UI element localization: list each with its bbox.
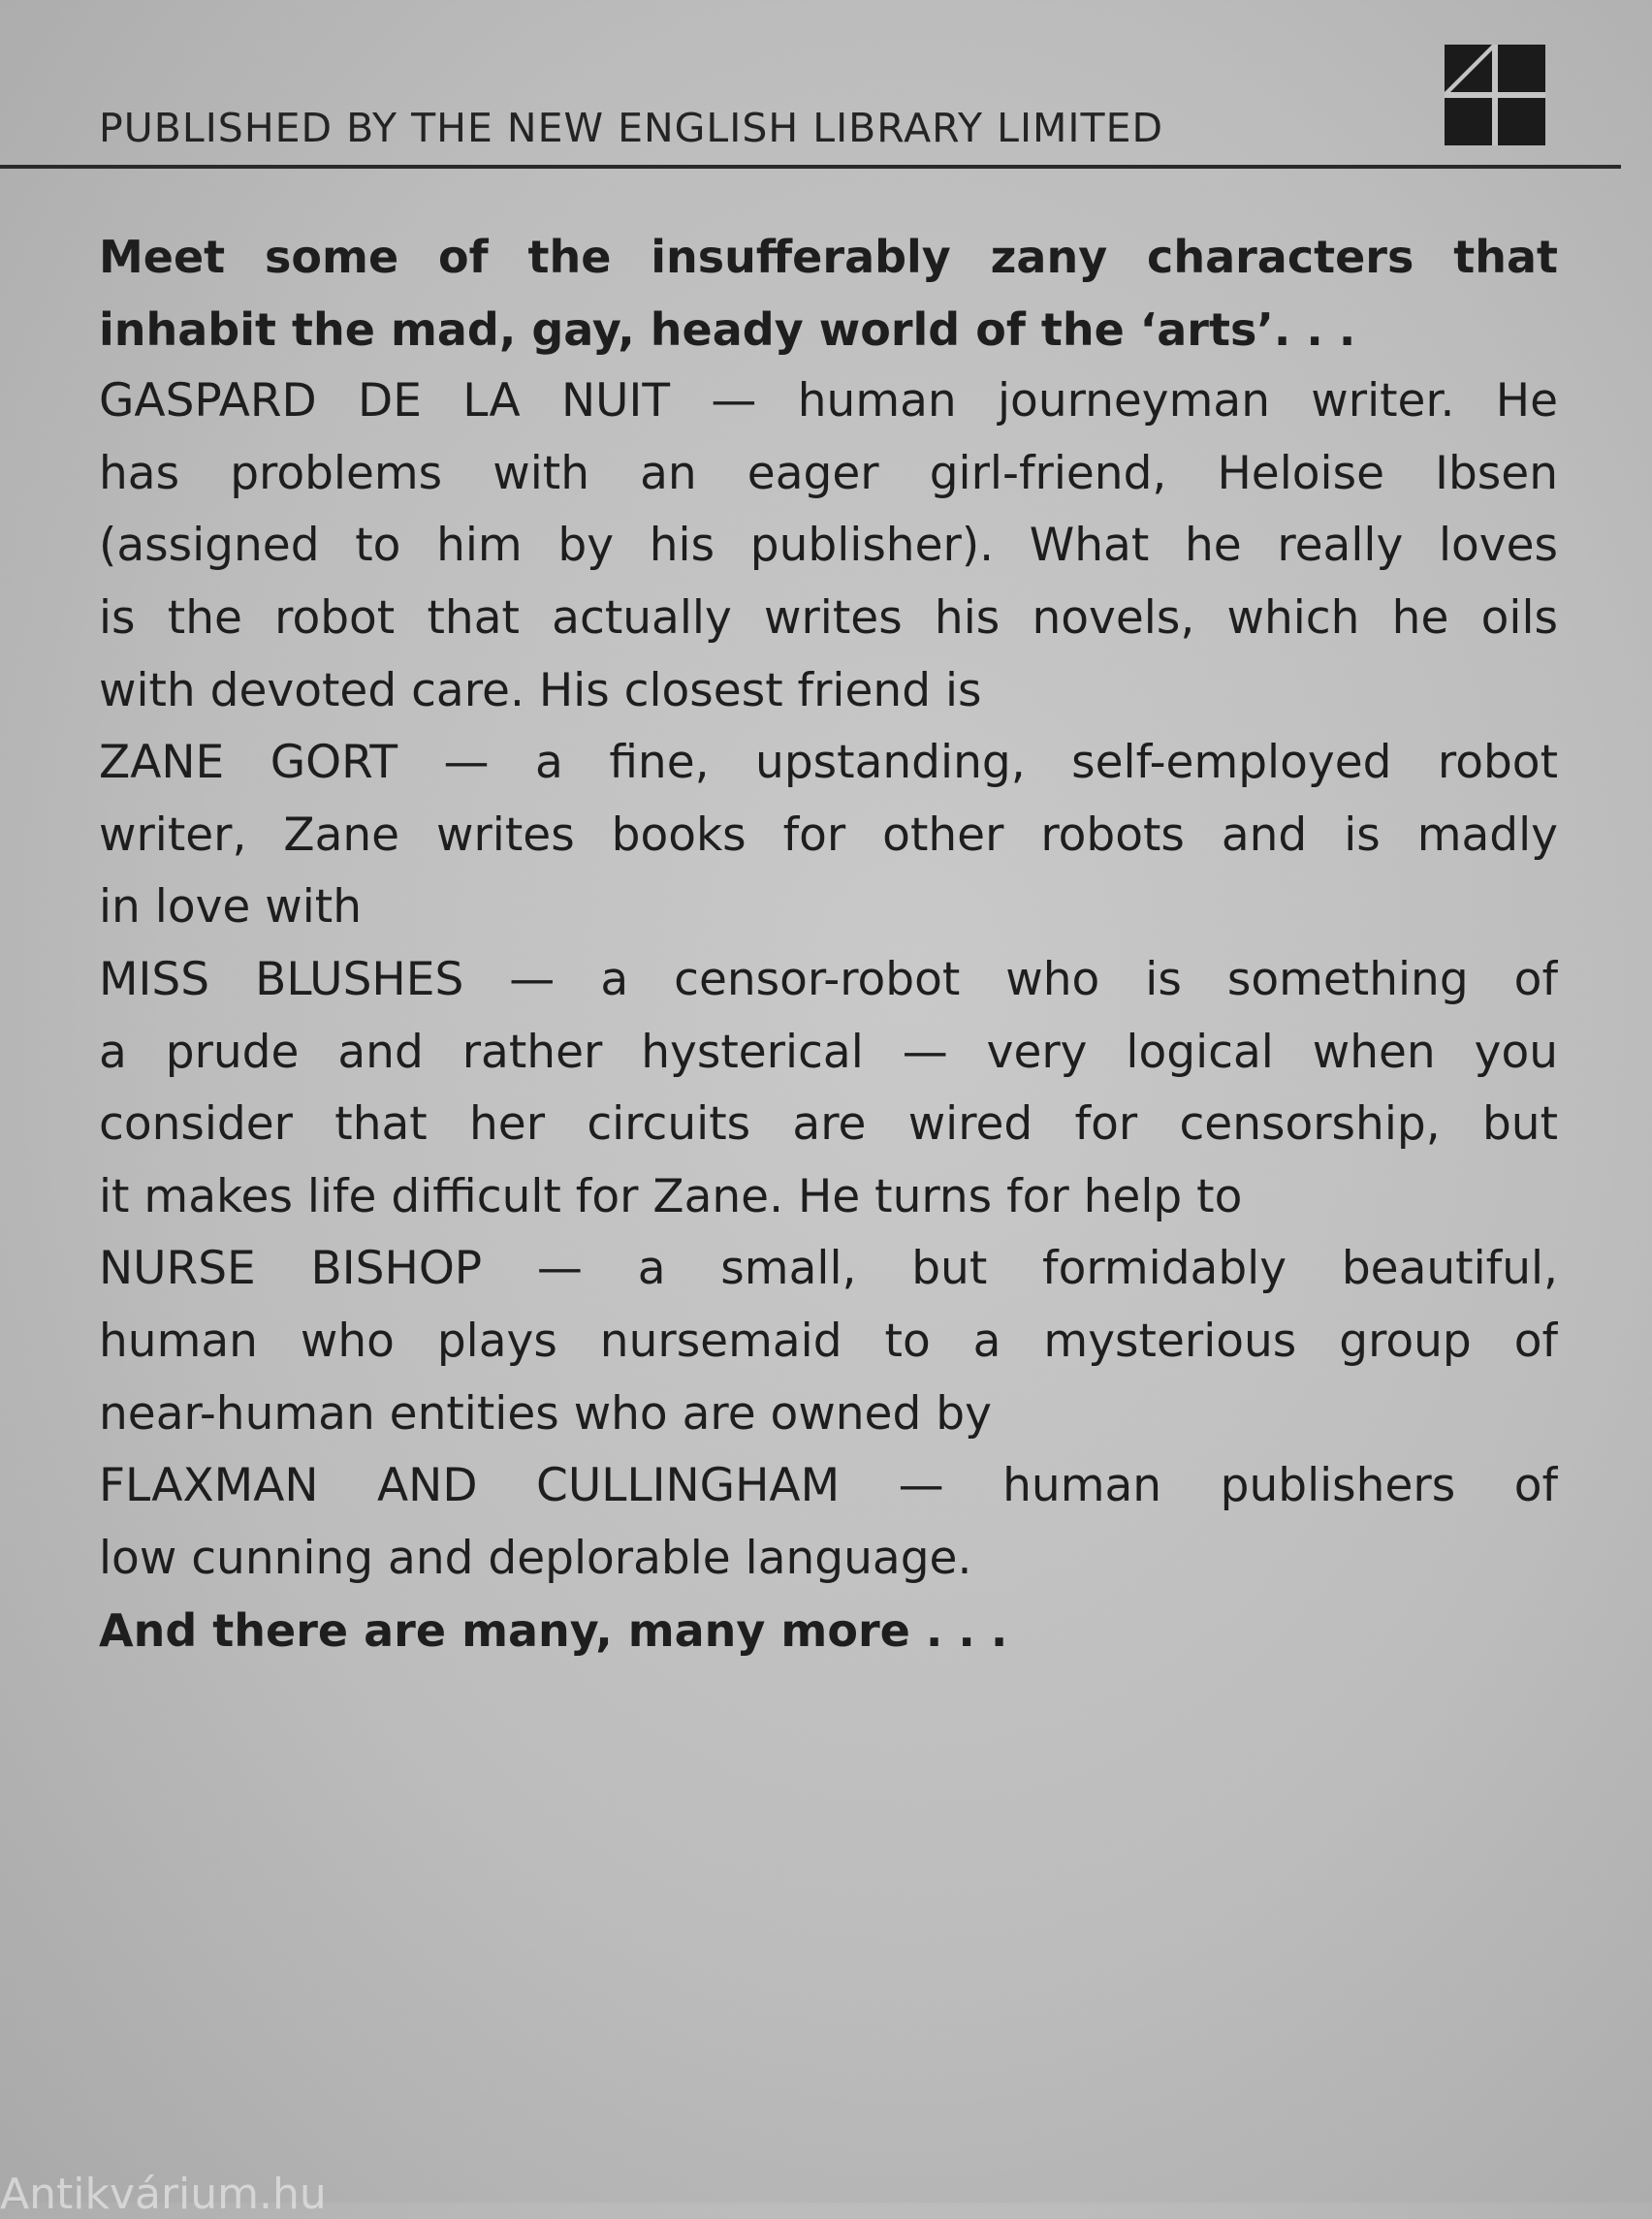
blurb-line: writer, Zane writes books for other robots and is madly [99,808,1558,862]
blurb-line: in love with [99,880,362,935]
blurb-line: inhabit the mad, gay, heady world of the ‘arts’. . . [99,302,1356,356]
blurb-line: And there are many, many more . . . [99,1604,1008,1658]
blurb-line: ZANE GORT — a fine, upstanding, self-employed robot [99,736,1558,790]
blurb-line: it makes life difficult for Zane. He turns for help to [99,1169,1243,1223]
blurb-line: GASPARD DE LA NUIT — human journeyman writer. He [99,374,1558,428]
blurb-text [99,221,1558,1667]
blurb-line: near-human entities who are owned by [99,1386,992,1441]
blurb-line: is the robot that actually writes his novels, which he oils [99,590,1558,645]
blurb-line: (assigned to him by his publisher). What he really loves [99,519,1558,573]
blurb-line: MISS BLUSHES — a censor-robot who is something of [99,952,1558,1006]
blurb-line: consider that her circuits are wired for censorship, but [99,1097,1558,1152]
publisher-line: PUBLISHED BY THE NEW ENGLISH LIBRARY LIMITED [99,105,1164,151]
blurb-line: low cunning and deplorable language. [99,1531,972,1585]
blurb-line: Meet some of the insufferably zany characters that [99,231,1558,283]
watermark: Antikvárium.hu [0,2170,327,2219]
blurb-line: with devoted care. His closest friend is [99,663,982,717]
blurb-line: a prude and rather hysterical — very logical when you [99,1025,1558,1079]
blurb-line: has problems with an eager girl-friend, Heloise Ibsen [99,446,1558,500]
header-rule [0,165,1621,169]
blurb-line: NURSE BISHOP — a small, but formidably beautiful, [99,1242,1558,1296]
nel-logo-icon [1445,45,1545,145]
blurb-line: FLAXMAN AND CULLINGHAM — human publishers of [99,1459,1558,1513]
blurb-line: human who plays nursemaid to a mysterious group of [99,1314,1558,1368]
